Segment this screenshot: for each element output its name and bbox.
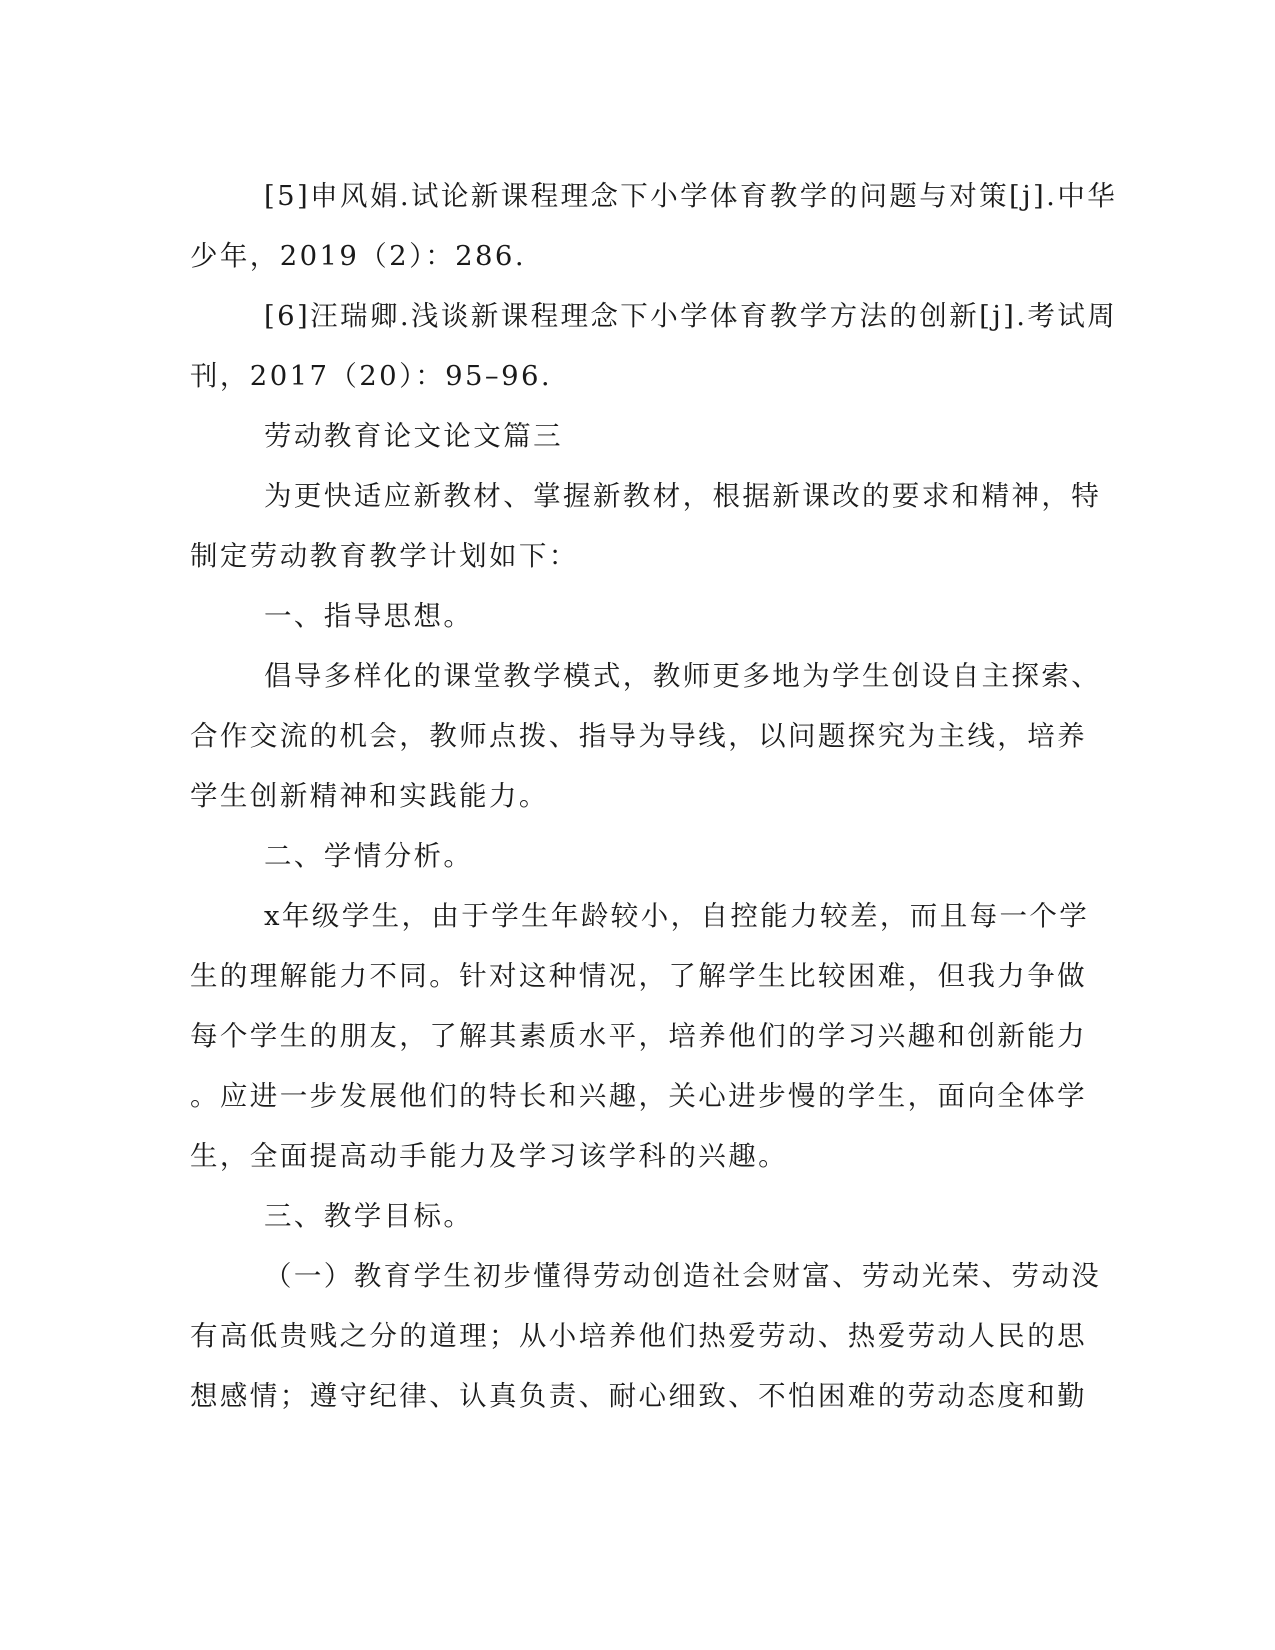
heading-teaching-goals: 三、教学目标。 [264, 1200, 474, 1232]
text-line: （一）教育学生初步懂得劳动创造社会财富、劳动光荣、劳动没 [264, 1260, 1102, 1292]
intro-paragraph [190, 466, 1102, 586]
text-line: [5]申风娟.试论新课程理念下小学体育教学的问题与对策[j].中华 [264, 180, 1118, 212]
reference-5 [190, 166, 1118, 286]
text-line: 想感情；遵守纪律、认真负责、耐心细致、不怕困难的劳动态度和勤 [190, 1380, 1087, 1412]
student-analysis-paragraph [190, 886, 1088, 1186]
text-line: 合作交流的机会，教师点拨、指导为导线，以问题探究为主线，培养 [190, 720, 1087, 752]
guiding-thought-paragraph [190, 646, 1102, 826]
text-line: 少年，2019（2）：286. [190, 240, 526, 272]
document-body [190, 166, 1118, 1426]
reference-6 [190, 286, 1118, 406]
section-title: 劳动教育论文论文篇三 [264, 420, 563, 452]
text-line: 有高低贵贱之分的道理；从小培养他们热爱劳动、热爱劳动人民的思 [190, 1320, 1087, 1352]
text-line: 每个学生的朋友，了解其素质水平，培养他们的学习兴趣和创新能力 [190, 1020, 1087, 1052]
text-line: [6]汪瑞卿.浅谈新课程理念下小学体育教学方法的创新[j].考试周 [264, 300, 1118, 332]
text-line: 生，全面提高动手能力及学习该学科的兴趣。 [190, 1140, 788, 1172]
text-line: 为更快适应新教材、掌握新教材，根据新课改的要求和精神，特 [264, 480, 1102, 512]
text-line: 学生创新精神和实践能力。 [190, 780, 549, 812]
text-line: 刊，2017（20）：95–96. [190, 360, 553, 392]
text-line: 制定劳动教育教学计划如下： [190, 540, 579, 572]
text-line: x年级学生，由于学生年龄较小，自控能力较差，而且每一个学 [264, 900, 1090, 932]
text-line: 生的理解能力不同。针对这种情况，了解学生比较困难，但我力争做 [190, 960, 1087, 992]
text-line: 。应进一步发展他们的特长和兴趣，关心进步慢的学生，面向全体学 [190, 1080, 1087, 1112]
heading-guiding-thought: 一、指导思想。 [264, 600, 474, 632]
text-line: 倡导多样化的课堂教学模式，教师更多地为学生创设自主探索、 [264, 660, 1102, 692]
heading-student-analysis: 二、学情分析。 [264, 840, 474, 872]
teaching-goals-paragraph [190, 1246, 1102, 1426]
